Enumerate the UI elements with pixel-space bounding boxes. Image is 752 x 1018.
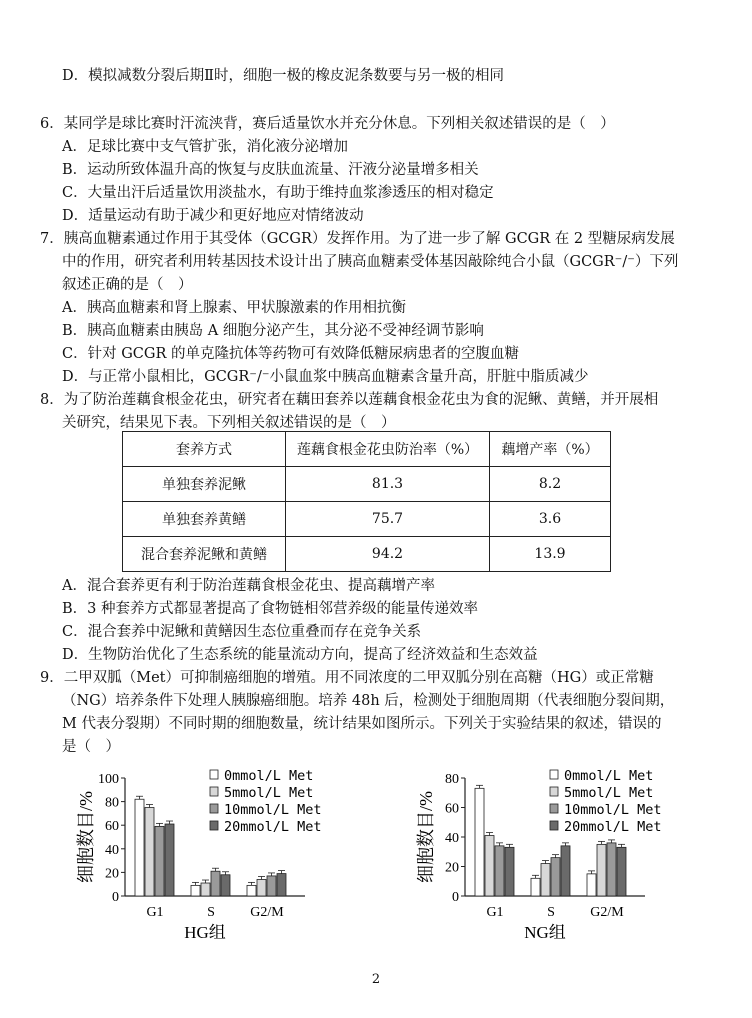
y-tick-label: 100: [98, 772, 119, 787]
bar: [475, 788, 484, 896]
text-line: 关研究，结果见下表。下列相关叙述错误的是（ ）: [62, 415, 396, 431]
bar: [505, 847, 514, 896]
legend-swatch: [210, 787, 218, 796]
table-cell: 13.9: [490, 537, 611, 572]
bar: [561, 846, 570, 896]
table-cell: 单独套养泥鳅: [123, 467, 286, 502]
table-cell: 混合套养泥鳅和黄鳝: [123, 537, 286, 572]
x-tick-label: G2/M: [590, 905, 624, 920]
text-line: D．适量运动有助于减少和更好地应对情绪波动: [62, 208, 364, 224]
table-row: [123, 467, 611, 502]
table-header-cell: 莲藕食根金花虫防治率（%）: [286, 432, 490, 467]
bar: [135, 799, 144, 896]
y-tick-label: 60: [445, 801, 459, 817]
bar: [221, 875, 230, 896]
text-line: C．大量出汗后适量饮用淡盐水，有助于维持血浆渗透压的相对稳定: [62, 185, 494, 201]
legend-swatch: [210, 804, 218, 813]
table-cell: 8.2: [490, 467, 611, 502]
text-line: 中的作用，研究者利用转基因技术设计出了胰高血糖素受体基因敲除纯合小鼠（GCGR⁻/⁻）下列: [62, 254, 679, 270]
table-row: [123, 502, 611, 537]
bar: [145, 808, 154, 897]
text-line: 9．二甲双胍（Met）可抑制癌细胞的增殖。用不同浓度的二甲双胍分别在高糖（HG）或正常糖: [40, 670, 654, 686]
x-tick-label: G2/M: [250, 905, 284, 920]
bar: [257, 879, 266, 896]
y-axis-label: 细胞数目/%: [416, 791, 436, 883]
y-tick-label: 0: [112, 890, 119, 905]
hg-bar-chart: [70, 762, 360, 952]
x-tick-label: G1: [146, 905, 164, 920]
text-line: C．混合套养中泥鳅和黄鳝因生态位重叠而存在竞争关系: [62, 624, 422, 640]
text-line: 6．某同学是球比赛时汗流浃背，赛后适量饮水并充分休息。下列相关叙述错误的是（ ）: [40, 116, 615, 132]
text-line: A．足球比赛中支气管扩张，消化液分泌增加: [62, 139, 348, 155]
text-line: B．运动所致体温升高的恢复与皮肤血流量、汗液分泌量增多相关: [62, 162, 479, 178]
x-tick-label: G1: [486, 905, 504, 920]
legend-swatch: [550, 787, 558, 796]
y-tick-label: 80: [105, 795, 119, 811]
y-tick-label: 60: [105, 819, 119, 835]
y-tick-label: 0: [452, 890, 459, 905]
bar: [607, 843, 616, 896]
table-header-cell: 套养方式: [123, 432, 286, 467]
y-axis-label: 细胞数目/%: [76, 791, 96, 883]
text-line: 8．为了防治莲藕食根金花虫，研究者在藕田套养以莲藕食根金花虫为食的泥鳅、黄鳝，并开展相: [40, 392, 659, 408]
text-line: D．生物防治优化了生态系统的能量流动方向，提高了经济效益和生态效益: [62, 647, 538, 663]
y-tick-label: 40: [445, 831, 459, 846]
table-cell: 75.7: [286, 502, 490, 537]
page-number: 2: [371, 972, 381, 987]
bar: [495, 846, 504, 896]
table-cell: 单独套养黄鳝: [123, 502, 286, 537]
ng-bar-chart: [410, 762, 700, 952]
bar: [201, 883, 210, 896]
chart-title: HG组: [184, 923, 226, 942]
bar: [541, 864, 550, 896]
bar: [277, 874, 286, 896]
legend-label: 20mmol/L Met: [224, 819, 322, 835]
x-tick-label: S: [547, 905, 555, 920]
text-line: 7．胰高血糖素通过作用于其受体（GCGR）发挥作用。为了进一步了解 GCGR 在 2 型糖尿病发展: [40, 231, 675, 247]
text-line: （NG）培养条件下处理人胰腺癌细胞。培养 48h 后，检测处于细胞周期（代表细胞分裂间期，: [62, 693, 675, 709]
bar: [211, 871, 220, 896]
legend-swatch: [550, 770, 558, 779]
x-tick-label: S: [207, 905, 215, 920]
y-tick-label: 20: [105, 866, 119, 882]
bar: [617, 847, 626, 896]
legend-label: 5mmol/L Met: [564, 785, 654, 801]
bar: [587, 874, 596, 896]
bar: [191, 885, 200, 896]
bar: [531, 878, 540, 896]
table-cell: 94.2: [286, 537, 490, 572]
y-tick-label: 40: [105, 842, 119, 858]
legend-swatch: [210, 770, 218, 779]
legend-swatch: [210, 821, 218, 830]
table-header-row: [123, 432, 611, 467]
bar: [165, 824, 174, 896]
legend-label: 20mmol/L Met: [564, 819, 662, 835]
y-tick-label: 80: [445, 772, 459, 787]
bar: [247, 885, 256, 896]
bar: [267, 876, 276, 896]
y-tick-label: 20: [445, 860, 459, 876]
bar: [485, 836, 494, 896]
legend-label: 10mmol/L Met: [224, 802, 322, 818]
table-cell: 81.3: [286, 467, 490, 502]
legend-label: 10mmol/L Met: [564, 802, 662, 818]
bar: [155, 826, 164, 896]
bar: [597, 844, 606, 896]
text-line: B．3 种套养方式都显著提高了食物链相邻营养级的能量传递效率: [62, 601, 478, 617]
table-cell: 3.6: [490, 502, 611, 537]
table-row: [123, 537, 611, 572]
text-line: A．混合套养更有利于防治莲藕食根金花虫、提高藕增产率: [62, 578, 435, 594]
legend-swatch: [550, 804, 558, 813]
text-line: 是（ ）: [62, 739, 120, 755]
text-line: A．胰高血糖素和肾上腺素、甲状腺激素的作用相抗衡: [62, 300, 406, 316]
text-line: B．胰高血糖素由胰岛 A 细胞分泌产生，其分泌不受神经调节影响: [62, 323, 484, 339]
legend-swatch: [550, 821, 558, 830]
legend-label: 0mmol/L Met: [564, 768, 654, 784]
table-header-cell: 藕增产率（%）: [490, 432, 611, 467]
text-line: 叙述正确的是（ ）: [62, 277, 193, 293]
text-line: D．模拟减数分裂后期Ⅱ时，细胞一极的橡皮泥条数要与另一极的相同: [62, 68, 504, 84]
text-line: C．针对 GCGR 的单克隆抗体等药物可有效降低糖尿病患者的空腹血糖: [62, 346, 519, 362]
legend-label: 0mmol/L Met: [224, 768, 314, 784]
text-line: D．与正常小鼠相比，GCGR⁻/⁻小鼠血浆中胰高血糖素含量升高，肝脏中脂质减少: [62, 369, 589, 385]
bar: [551, 858, 560, 896]
text-line: M 代表分裂期）不同时期的细胞数量，统计结果如图所示。下列关于实验结果的叙述，错误的: [62, 716, 662, 732]
chart-title: NG组: [524, 923, 566, 942]
results-table: [122, 431, 611, 572]
legend-label: 5mmol/L Met: [224, 785, 314, 801]
